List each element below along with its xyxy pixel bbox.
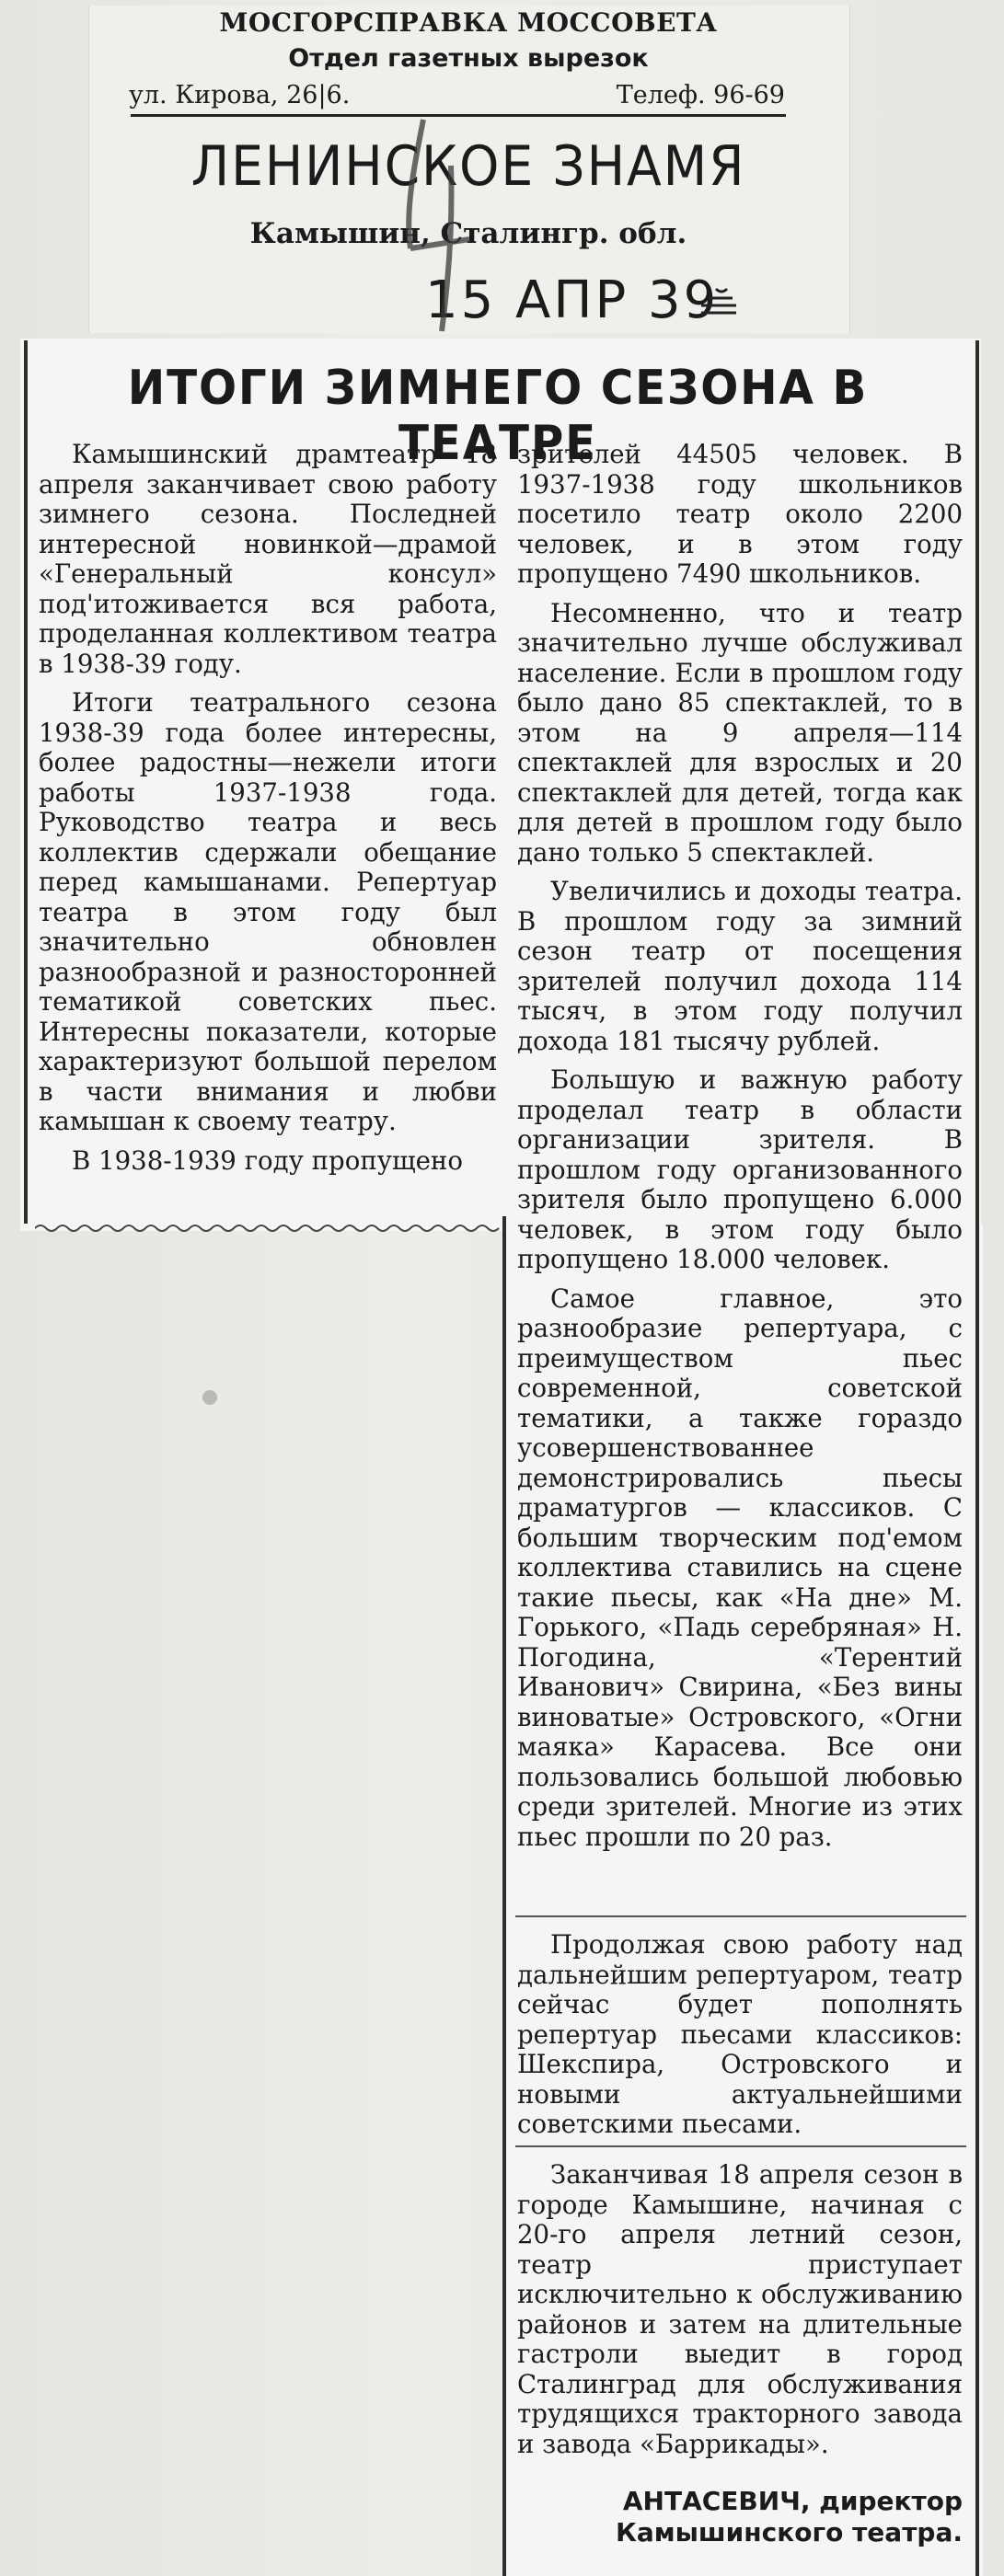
article-signature bbox=[517, 2486, 963, 2548]
section-divider bbox=[515, 1915, 966, 1917]
paper-speck bbox=[199, 1387, 221, 1408]
section-divider bbox=[515, 2145, 966, 2147]
bureau-department: Отдел газетных вырезок bbox=[288, 44, 649, 73]
article-left-column bbox=[39, 440, 497, 1176]
article-paragraph: Увеличились и доходы театра. В прошлом году за зимний сезон театр от посещения зрителей получил дохода 114 тысяч, в этом году получил дохода 181 тысячу рублей. bbox=[517, 876, 963, 1056]
date-flourish-mark bbox=[696, 285, 742, 316]
bureau-address: ул. Кирова, 26|6. bbox=[129, 81, 351, 109]
article-paragraph: Камышинский драмтеатр 18 апреля заканчивает свою работу зимнего сезона. Последней интересной новинкой—драмой «Генеральный консул» под'итоживается вся работа, проделанная коллективом театра в 1938-39 году. bbox=[39, 439, 497, 679]
article-paragraph: В 1938-1939 году пропущено bbox=[72, 1144, 463, 1176]
article-paragraph: зрителей 44505 человек. В 1937-1938 году школьников посетило театр около 2200 человек, и в этом году пропущено 7490 школьников. bbox=[517, 439, 963, 589]
newspaper-date: 15 АПР 39 bbox=[425, 270, 720, 330]
article-paragraph: Самое главное, это разнообразие репертуара, с преимуществом пьес современной, советской тематики, а также гораздо усовершенствованнее демонстрировались пьесы драматургов — классиков. С большим творческим под'емом коллектива ставились на сцене такие пьесы, как «На дне» М. Горького, «Падь серебряная» Н. Погодина, «Терентий Иванович» Свирина, «Без вины виноватые» Островского, «Огни маяка» Карасева. Все они пользовались большой любовью среди зрителей. Многие из этих пьес прошли по 20 раз. bbox=[517, 1282, 963, 1852]
signature-author: АНТАСЕВИЧ, директор bbox=[622, 2486, 963, 2516]
newspaper-place: Камышин, Сталингр. обл. bbox=[249, 217, 687, 250]
newspaper-title: ЛЕНИНСКОЕ ЗНАМЯ bbox=[190, 134, 746, 199]
article-paragraph: Заканчивая 18 апреля сезон в городе Камышине, начиная с 20-го апреля летний сезон, театр приступает исключительно к обслуживанию районов и затем на длительные гастроли выедит в город Сталинград для обслуживания трудящихся тракторного завода и завода «Баррикады». bbox=[517, 2159, 963, 2459]
article-right-column-continued bbox=[517, 1930, 963, 2140]
article-paragraph: Большую и важную работу проделал театр в области организации зрителя. В прошлом году организованного зрителя было пропущено 6.000 человек, в этом году было пропущено 18.000 человек. bbox=[517, 1064, 963, 1274]
article-headline: ИТОГИ ЗИМНЕГО СЕЗОНА В ТЕАТРЕ bbox=[127, 361, 869, 471]
article-paragraph: Несомненно, что и театр значительно лучше обслуживал население. Если в прошлом году было дано 85 спектаклей, то в этом на 9 апреля—114 спектаклей для взрослых и 20 спектаклей для детей, тогда как для детей в прошлом году было дано только 5 спектаклей. bbox=[517, 597, 963, 868]
handwritten-pencil-mark bbox=[387, 110, 488, 340]
bureau-phone: Телеф. 96-69 bbox=[616, 81, 785, 109]
signature-position: Камышинского театра. bbox=[615, 2517, 963, 2547]
clipping-border-right bbox=[975, 340, 979, 2576]
article-paragraph: Продолжая свою работу над дальнейшим репертуаром, театр сейчас будет пополнять репертуар пьесами классиков: Шекспира, Островского и новыми актуальнейшими советскими пьесами. bbox=[517, 1929, 963, 2139]
article-paragraph: Итоги театрального сезона 1938-39 года более интересны, более радостны—нежели итоги работы 1937-1938 года. Руководство театра и весь коллектив сдержали обещание перед камышанами. Репертуар театра в этом году был значительно обновлен разнообразной и разносторонней тематикой советских пьес. Интересны показатели, которые характеризуют большой перелом в части внимания и любви камышан к своему театру. bbox=[39, 687, 497, 1136]
bureau-name: МОСГОРСПРАВКА МОССОВЕТА bbox=[219, 7, 718, 38]
article-right-column bbox=[517, 440, 963, 1852]
article-right-column-final bbox=[517, 2160, 963, 2459]
clipping-border-left bbox=[24, 340, 28, 1224]
clipping-border-middle bbox=[502, 1216, 506, 2576]
wavy-cut-line bbox=[35, 1222, 501, 1235]
